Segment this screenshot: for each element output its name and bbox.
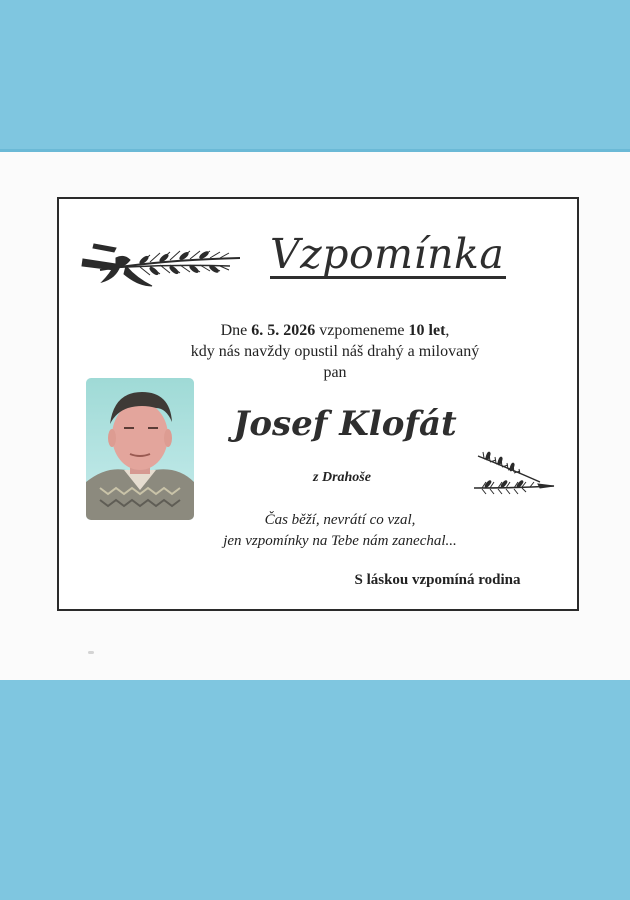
intro-prefix: Dne [220,322,252,339]
verse-line-1: Čas běží, nevrátí co vzal, [264,512,416,528]
wheat-branch-with-ribbon-icon [80,234,245,292]
intro-suffix: , [445,322,450,339]
paper-speck [88,651,94,654]
page-title: Vzpomínka [270,230,505,278]
verse-line-2: jen vzpomínky na Tebe nám zanechal... [223,533,457,549]
memorial-verse [195,510,485,552]
intro-text [150,320,520,383]
intro-middle: vzpomeneme [315,322,409,339]
family-signoff: S láskou vzpomíná rodina [354,572,521,588]
intro-line-1 [150,320,520,341]
deceased-name: Josef Klofát [233,404,457,444]
anniversary-date: 6. 5. 2026 [251,322,316,339]
place-of-origin: z Drahoše [313,470,371,485]
intro-line-3: pan [323,364,347,381]
portrait-photo-image [86,378,194,520]
portrait-photo [86,378,194,520]
anniversary-years: 10 let [408,322,446,339]
intro-line-2: kdy nás navždy opustil náš drahý a milovaný [190,343,480,360]
bottom-blue-band [0,680,630,900]
wheat-branch-icon [468,448,558,500]
top-blue-band [0,0,630,152]
